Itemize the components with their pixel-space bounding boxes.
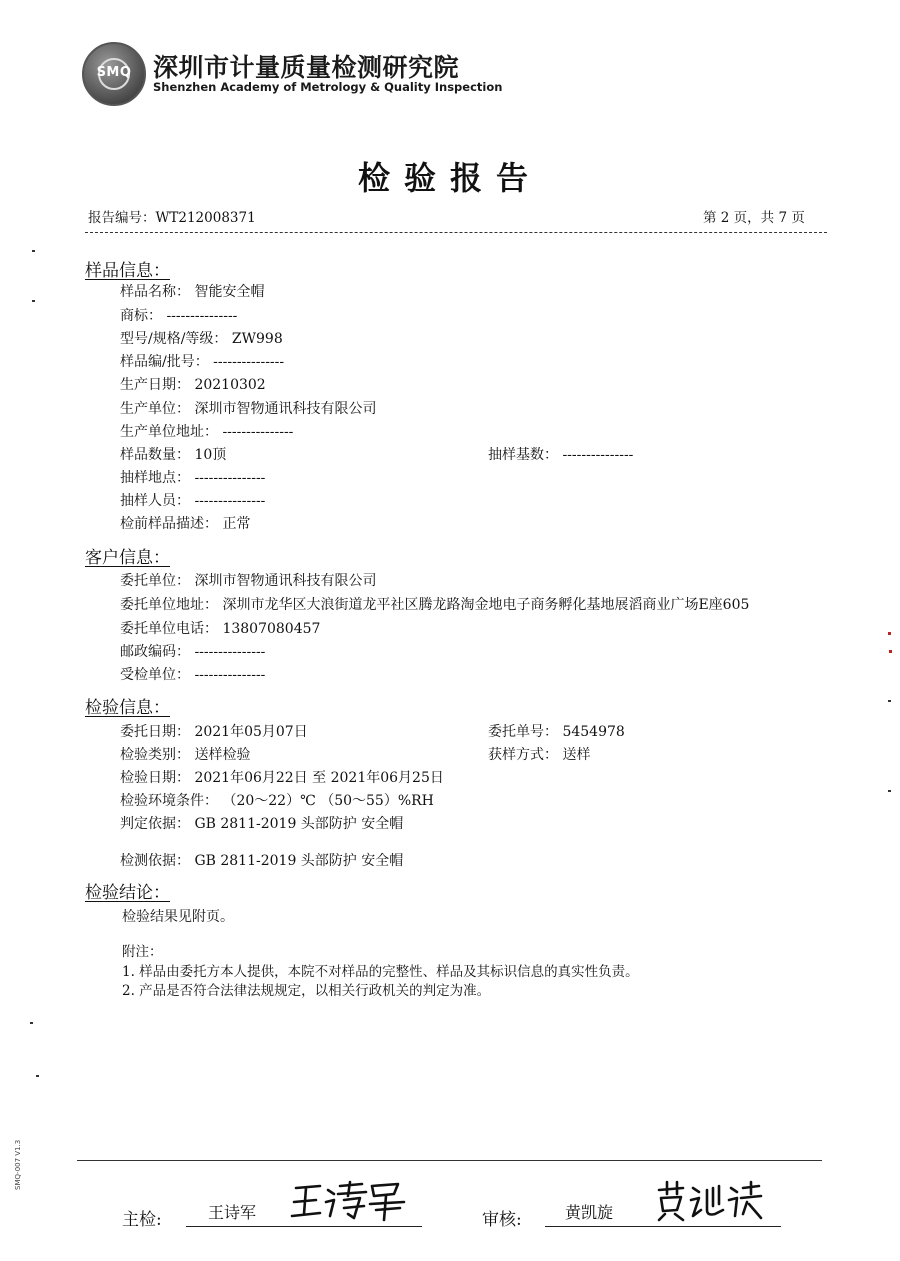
signature-divider [77,1160,822,1161]
org-name-cn: 深圳市计量质量检测研究院 [153,53,460,82]
sampling-method: 获样方式： 送样 [488,747,591,763]
reviewer-label: 审核: [482,1210,522,1230]
scan-speck [32,250,35,252]
section-test-info: 检验信息： [85,698,170,718]
inspector-underline [186,1226,422,1227]
sample-quantity: 样品数量： 10顶 [120,447,227,463]
reviewer-underline [545,1226,781,1227]
inspected-unit: 受检单位： --------------- [120,667,266,683]
scan-speck [30,1022,33,1024]
sample-name: 样品名称： 智能安全帽 [120,284,265,300]
test-basis: 检测依据： GB 2811-2019 头部防护 安全帽 [120,853,404,869]
sampling-place: 抽样地点： --------------- [120,470,266,486]
inspector-signature [290,1180,410,1222]
section-sample-info: 样品信息： [85,261,170,281]
client-address: 委托单位地址： 深圳市龙华区大浪街道龙平社区腾龙路淘金地电子商务孵化基地展滔商业广场E座605 [120,597,750,613]
reviewer-signature [655,1180,765,1222]
producer-address: 生产单位地址： --------------- [120,424,294,440]
report-number: 报告编号：WT212008371 [88,210,256,226]
inspector-name: 王诗军 [208,1203,257,1222]
client: 委托单位： 深圳市智物通讯科技有限公司 [120,573,377,589]
header-divider [85,232,827,233]
judgment-basis: 判定依据： GB 2811-2019 头部防护 安全帽 [120,816,404,832]
form-code: SMQ-007 V1.3 [14,1139,22,1190]
trademark: 商标： --------------- [120,308,238,324]
scan-speck [888,790,891,792]
commission-number: 委托单号： 5454978 [488,724,625,740]
pre-test-description: 检前样品描述： 正常 [120,516,251,532]
sample-batch: 样品编/批号： --------------- [120,354,285,370]
reviewer-name: 黄凯旋 [565,1203,614,1222]
test-environment: 检验环境条件： （20～22）℃ （50～55）%RH [120,793,434,809]
scan-speck [888,700,891,702]
postcode: 邮政编码： --------------- [120,644,266,660]
sampler: 抽样人员： --------------- [120,493,266,509]
production-date: 生产日期： 20210302 [120,377,266,393]
note-item: 2. 产品是否符合法律法规规定，以相关行政机关的判定为准。 [122,983,491,999]
note-item: 1. 样品由委托方本人提供，本院不对样品的完整性、样品及其标识信息的真实性负责。 [122,964,639,980]
section-conclusion: 检验结论： [85,883,170,903]
section-client-info: 客户信息： [85,548,170,568]
logo-text: SMQ [96,65,132,80]
scan-speck [889,650,892,653]
inspector-label: 主检: [122,1210,162,1230]
producer: 生产单位： 深圳市智物通讯科技有限公司 [120,401,377,417]
client-phone: 委托单位电话： 13807080457 [120,621,321,637]
page-info: 第 2 页，共 7 页 [703,210,805,226]
scan-speck [36,1075,39,1077]
test-date: 检验日期： 2021年06月22日 至 2021年06月25日 [120,770,444,786]
page-title: 检验报告 [357,159,542,197]
org-logo [82,42,146,106]
scan-speck [888,632,891,635]
scan-speck [32,300,35,302]
conclusion-text: 检验结果见附页。 [122,909,234,925]
sampling-base: 抽样基数： --------------- [488,447,634,463]
commission-date: 委托日期： 2021年05月07日 [120,724,308,740]
test-type: 检验类别： 送样检验 [120,747,251,763]
org-name-en: Shenzhen Academy of Metrology & Quality Inspection [153,80,503,94]
notes-title: 附注： [122,944,163,960]
model-spec: 型号/规格/等级： ZW998 [120,331,283,347]
